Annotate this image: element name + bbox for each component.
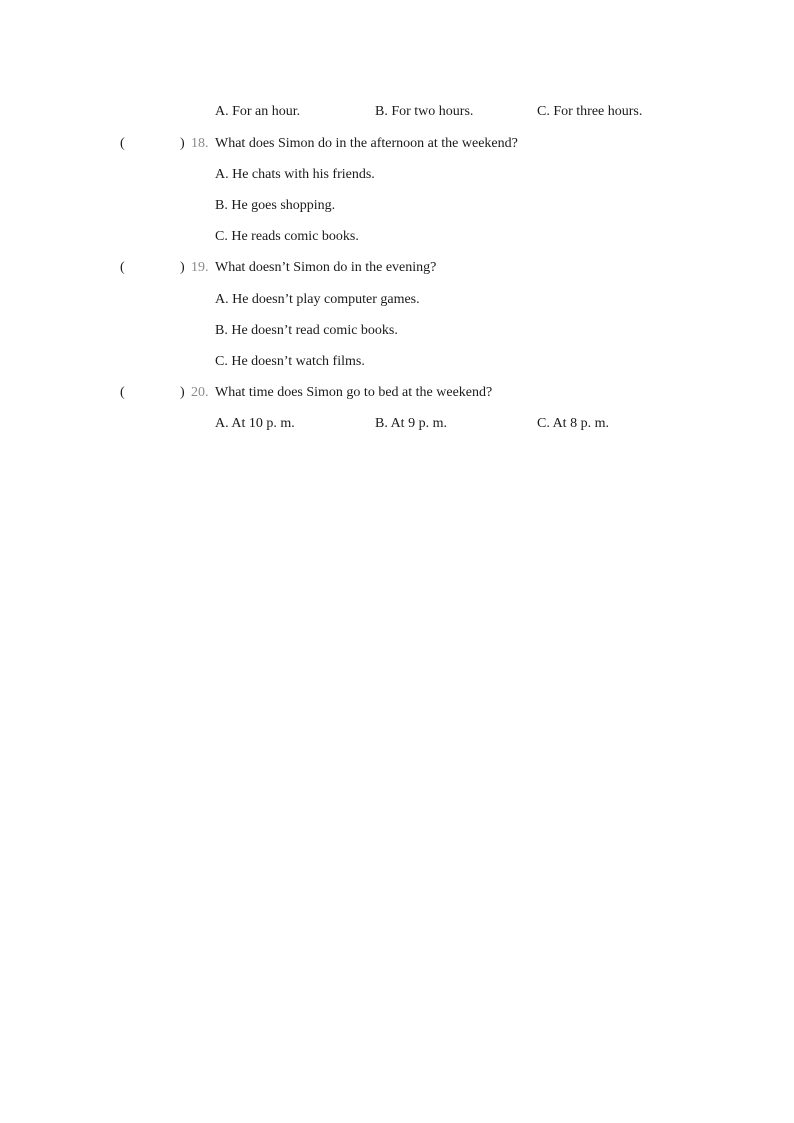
q17-option-c: C. For three hours. bbox=[537, 104, 643, 119]
q20-option-b: B. At 9 p. m. bbox=[375, 416, 447, 431]
q20-number: 20. bbox=[191, 385, 209, 400]
q19-answer-open-paren: ( bbox=[120, 260, 125, 275]
q17-option-a: A. For an hour. bbox=[215, 104, 301, 119]
q20-option-c: C. At 8 p. m. bbox=[537, 416, 609, 431]
q18-number: 18. bbox=[191, 136, 209, 151]
q20-option-a: A. At 10 p. m. bbox=[215, 416, 295, 431]
q20-answer-close-paren: ) bbox=[180, 385, 185, 400]
q18-option-c: C. He reads comic books. bbox=[215, 229, 359, 244]
q19-option-b: B. He doesn’t read comic books. bbox=[215, 323, 398, 338]
q19-text: What doesn’t Simon do in the evening? bbox=[215, 260, 437, 275]
q19-option-a: A. He doesn’t play computer games. bbox=[215, 292, 420, 307]
q18-option-b: B. He goes shopping. bbox=[215, 198, 336, 213]
q19-answer-close-paren: ) bbox=[180, 260, 185, 275]
q18-option-a: A. He chats with his friends. bbox=[215, 167, 375, 182]
q17-option-b: B. For two hours. bbox=[375, 104, 474, 119]
q19-number: 19. bbox=[191, 260, 209, 275]
q19-option-c: C. He doesn’t watch films. bbox=[215, 354, 365, 369]
q20-text: What time does Simon go to bed at the weekend? bbox=[215, 385, 493, 400]
q18-answer-open-paren: ( bbox=[120, 136, 125, 151]
q20-answer-open-paren: ( bbox=[120, 385, 125, 400]
q18-answer-close-paren: ) bbox=[180, 136, 185, 151]
q18-text: What does Simon do in the afternoon at the weekend? bbox=[215, 136, 518, 151]
